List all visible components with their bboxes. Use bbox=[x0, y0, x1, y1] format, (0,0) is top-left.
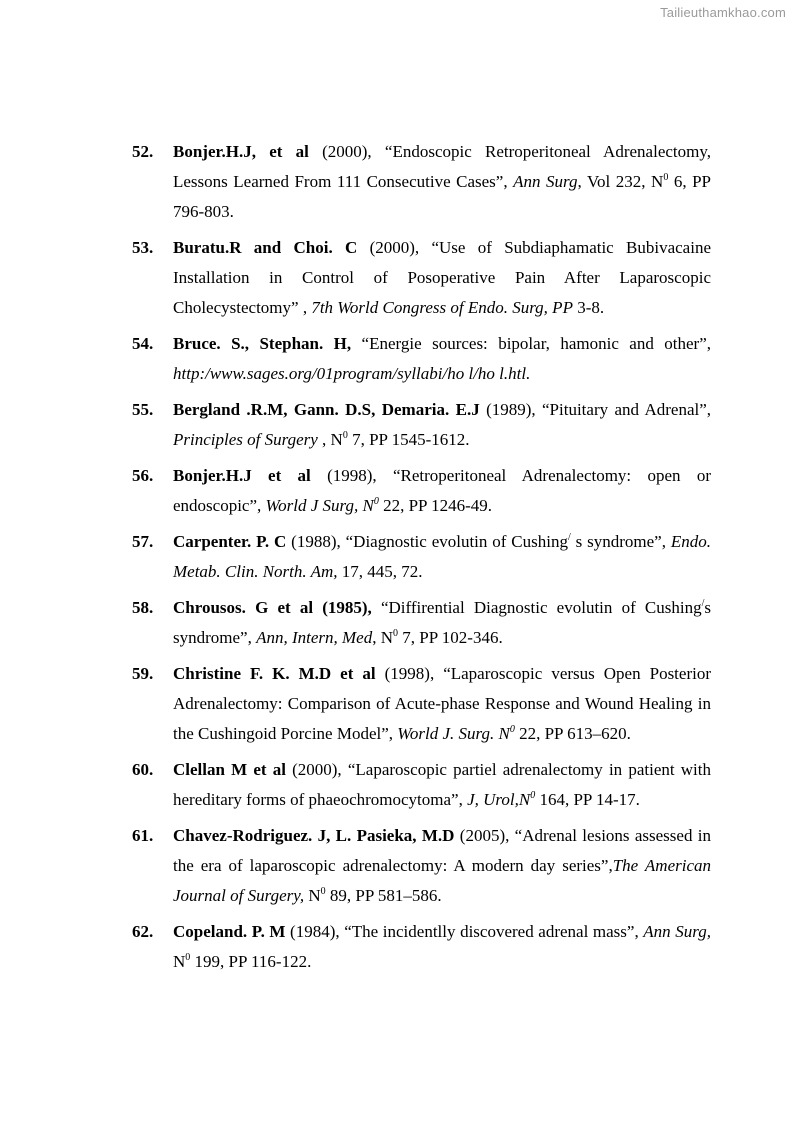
reference-authors: Buratu.R and Choi. C bbox=[173, 238, 358, 257]
reference-text: (1998), “Retroperitoneal Adrenalectomy: open or endoscopic”, bbox=[173, 466, 711, 515]
reference-item bbox=[132, 461, 711, 521]
reference-item bbox=[132, 593, 711, 653]
reference-text: 199, PP 116-122. bbox=[190, 952, 312, 971]
superscript: / bbox=[701, 598, 705, 609]
reference-number: 56. bbox=[132, 466, 154, 485]
reference-text: 7, PP 1545-1612. bbox=[347, 430, 470, 449]
reference-text: “Diffirential Diagnostic evolutin of Cushing bbox=[371, 598, 702, 617]
reference-item bbox=[132, 755, 711, 815]
reference-journal: Ann Surg bbox=[513, 172, 578, 191]
reference-text: (2000), “Use of Subdiaphamatic Bubivacaine Installation in Control of Posoperative Pain After Laparoscopic Cholecystectomy” , bbox=[173, 238, 711, 317]
reference-text: (1998), “Laparoscopic versus Open Posterior Adrenalectomy: Comparison of Acute-phase Response and Wound Healing in the Cushingoid Porcine Model”, bbox=[173, 664, 711, 743]
reference-text: 22, PP 613–620. bbox=[514, 724, 631, 743]
reference-number: 60. bbox=[132, 760, 154, 779]
reference-text: 6, PP 796-803. bbox=[173, 172, 712, 221]
superscript: 0 bbox=[373, 496, 379, 507]
reference-number: 53. bbox=[132, 238, 154, 257]
reference-text: N bbox=[173, 952, 186, 971]
reference-text: (2000), “Endoscopic Retroperitoneal Adrenalectomy, Lessons Learned From 111 Consecutive Cases”, bbox=[173, 142, 711, 191]
reference-journal: Endo. Metab. Clin. North. Am, bbox=[173, 532, 711, 581]
superscript: 0 bbox=[185, 952, 191, 963]
reference-item bbox=[132, 233, 711, 323]
reference-authors: Bonjer.H.J et al bbox=[173, 466, 311, 485]
reference-authors: Bergland .R.M, Gann. D.S, Demaria. E.J bbox=[173, 400, 480, 419]
reference-item bbox=[132, 659, 711, 749]
reference-journal: J, Urol,N bbox=[467, 790, 531, 809]
reference-authors: Chrousos. G et al (1985), bbox=[173, 598, 372, 617]
reference-journal: 7th World Congress of Endo. Surg, PP bbox=[311, 298, 573, 317]
reference-authors: Christine F. K. M.D et al bbox=[173, 664, 376, 683]
superscript: 0 bbox=[530, 790, 536, 801]
reference-number: 54. bbox=[132, 334, 154, 353]
reference-number: 58. bbox=[132, 598, 154, 617]
reference-number: 55. bbox=[132, 400, 154, 419]
reference-item bbox=[132, 527, 711, 587]
reference-number: 57. bbox=[132, 532, 154, 551]
reference-authors: Carpenter. P. C bbox=[173, 532, 287, 551]
reference-item bbox=[132, 917, 711, 977]
reference-text: 17, 445, 72. bbox=[337, 562, 423, 581]
reference-item bbox=[132, 821, 711, 911]
reference-text: (2000), “Laparoscopic partiel adrenalectomy in patient with hereditary forms of phaeochromocytoma”, bbox=[173, 760, 711, 809]
reference-journal: Ann, Intern, Med bbox=[256, 628, 373, 647]
reference-text: 164, PP 14-17. bbox=[535, 790, 640, 809]
superscript: 0 bbox=[393, 628, 399, 639]
reference-text: (2005), “Adrenal lesions assessed in the era of laparoscopic adrenalectomy: A modern day series”, bbox=[173, 826, 711, 875]
reference-text: 89, PP 581–586. bbox=[325, 886, 442, 905]
reference-journal: The American Journal of Surgery, bbox=[173, 856, 711, 905]
reference-journal: Ann Surg, bbox=[643, 922, 712, 941]
reference-authors: Chavez-Rodriguez. J, L. Pasieka, M.D bbox=[173, 826, 455, 845]
reference-text: s syndrome”, bbox=[173, 598, 711, 647]
reference-number: 61. bbox=[132, 826, 154, 845]
reference-text: s syndrome”, bbox=[570, 532, 671, 551]
reference-number: 52. bbox=[132, 142, 154, 161]
reference-authors: Copeland. P. M bbox=[173, 922, 286, 941]
reference-text: , N bbox=[372, 628, 394, 647]
watermark: Tailieuthamkhao.com bbox=[660, 5, 786, 20]
reference-number: 62. bbox=[132, 922, 154, 941]
reference-authors: Bruce. S., Stephan. H, bbox=[173, 334, 352, 353]
reference-text: (1989), “Pituitary and Adrenal”, bbox=[479, 400, 712, 419]
reference-text: N bbox=[304, 886, 321, 905]
reference-authors: Bonjer.H.J, et al bbox=[173, 142, 309, 161]
reference-text: 7, PP 102-346. bbox=[398, 628, 503, 647]
reference-text: 22, PP 1246-49. bbox=[378, 496, 493, 515]
superscript: 0 bbox=[320, 886, 326, 897]
superscript: 0 bbox=[342, 430, 348, 441]
reference-text: (1988), “Diagnostic evolutin of Cushing bbox=[286, 532, 568, 551]
reference-number: 59. bbox=[132, 664, 154, 683]
reference-item bbox=[132, 137, 711, 227]
reference-text: , Vol 232, N bbox=[577, 172, 664, 191]
superscript: 0 bbox=[509, 724, 515, 735]
reference-text: 3-8. bbox=[572, 298, 605, 317]
reference-text: , N bbox=[317, 430, 343, 449]
reference-list bbox=[132, 137, 711, 983]
reference-item bbox=[132, 395, 711, 455]
superscript: / bbox=[568, 532, 571, 543]
reference-authors: Clellan M et al bbox=[173, 760, 286, 779]
superscript: 0 bbox=[663, 172, 669, 183]
reference-journal: World J. Surg. N bbox=[397, 724, 510, 743]
reference-journal: World J Surg, N bbox=[265, 496, 374, 515]
reference-text: “Energie sources: bipolar, hamonic and other”, bbox=[351, 334, 711, 353]
reference-item bbox=[132, 329, 711, 389]
reference-text: (1984), “The incidentlly discovered adrenal mass”, bbox=[285, 922, 644, 941]
reference-journal: Principles of Surgery bbox=[173, 430, 318, 449]
reference-url: http:/www.sages.org/01program/syllabi/ho l/ho l.htl. bbox=[173, 364, 531, 383]
